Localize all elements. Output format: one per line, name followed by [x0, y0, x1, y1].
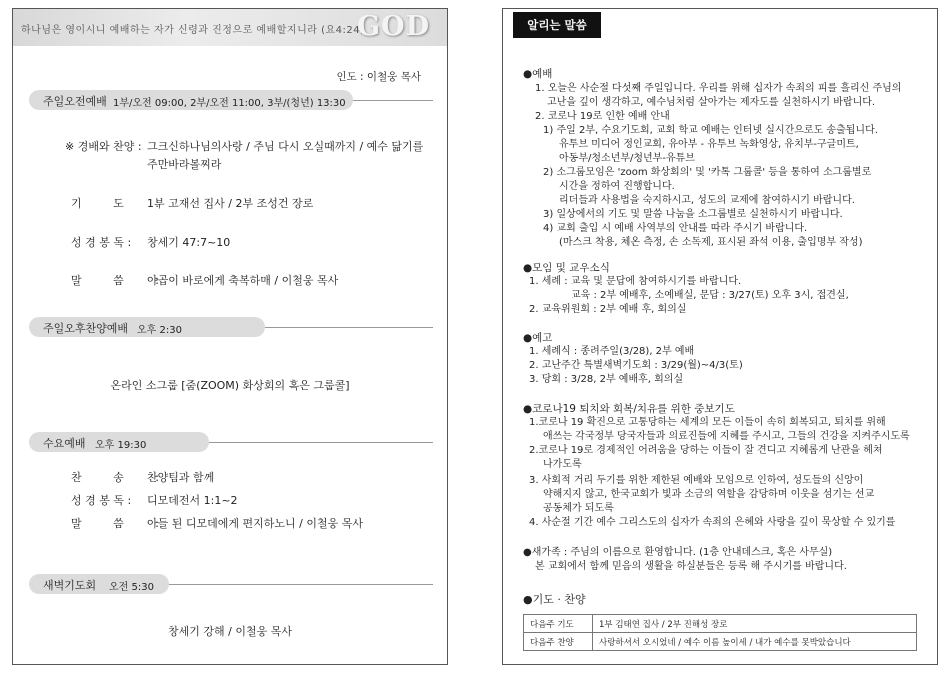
section-title: 수요예배: [43, 437, 86, 450]
notice-title: ●예고: [523, 332, 553, 344]
worship-leader: 인도 : 이철웅 목사: [336, 71, 421, 83]
row-value: 찬양팀과 함께: [147, 471, 215, 484]
row-label: 말 씀 :: [71, 274, 159, 287]
meeting-line: 1. 세례 : 교육 및 문답에 참여하시기를 바랍니다.: [529, 276, 742, 287]
meeting-line: 2. 교육위원회 : 2부 예배 후, 회의실: [529, 304, 687, 315]
prayer-line: 애쓰는 각국정부 당국자들과 의료진들에 지혜를 주시고, 그들의 건강을 지켜주시도록: [543, 431, 910, 442]
notice-line: 3. 당회 : 3/28, 2부 예배후, 회의실: [529, 374, 684, 385]
announcements-panel: [502, 8, 938, 665]
row-value: 야곱이 바로에게 축복하매 / 이철웅 목사: [147, 274, 339, 287]
section-time: 오후 2:30: [137, 325, 182, 336]
row-label: 찬 송 :: [71, 471, 159, 484]
worship-line: 1. 오늘은 사순절 다섯째 주일입니다. 우리를 위해 십자가 속죄의 피를 흘리신 주님의: [535, 83, 902, 94]
prayer-title: ●코로나19 퇴치와 회복/치유를 위한 중보기도: [523, 403, 735, 415]
table-key: 다음주 찬양: [524, 633, 593, 651]
worship-line: 고난을 깊이 생각하고, 예수님처럼 살아가는 제자도를 실천하시기 바랍니다.: [547, 97, 876, 108]
worship-line: 시간을 정하여 진행합니다.: [559, 181, 675, 192]
section-wednesday-worship: [13, 432, 447, 452]
prayer-line: 나가도록: [543, 459, 582, 470]
row-label: ※ 경배와 찬양 :: [65, 140, 142, 153]
table-value: 1부 김태연 집사 / 2부 진해성 장로: [593, 615, 917, 633]
section-title: 주일오전예배: [43, 95, 107, 108]
worship-order-panel: [12, 8, 448, 665]
notice-line: 2. 고난주간 특별새벽기도회 : 3/29(월)~4/3(토): [529, 360, 743, 371]
section-title: 새벽기도회: [43, 579, 97, 592]
announcements-header: 알리는 말씀: [513, 12, 601, 38]
prayer-line: 약해지지 않고, 한국교회가 빛과 소금의 역할을 감당하며 이웃을 섬기는 선교: [543, 489, 875, 500]
table-key: 다음주 기도: [524, 615, 593, 633]
worship-line: 1) 주일 2부, 수요기도회, 교회 학교 예배는 인터넷 실시간으로도 송출됩니다.: [543, 125, 878, 136]
table-row: [524, 615, 917, 633]
worship-line: 아동부/청소년부/청년부-유튜브: [559, 153, 695, 164]
worship-line: (마스크 착용, 체온 측정, 손 소독제, 표시된 좌석 이용, 출입명부 작성): [559, 237, 863, 248]
banner: [13, 9, 447, 46]
afternoon-info: 온라인 소그룹 [줌(ZOOM) 화상회의 혹은 그룹콜]: [110, 379, 350, 392]
prayer-line: 4. 사순절 기간 예수 그리스도의 십자가 속죄의 은혜와 사랑을 깊이 묵상할 수 있기를: [529, 517, 896, 528]
section-time: 1부/오전 09:00, 2부/오전 11:00, 3부/(청년) 13:30: [113, 98, 346, 109]
prayer-line: 3. 사회적 거리 두기를 위한 제한된 예배와 모임으로 인하여, 성도들의 신앙이: [529, 475, 864, 486]
row-label: 성 경 봉 독 :: [71, 236, 132, 249]
worship-line: 4) 교회 출입 시 예배 사역부의 안내를 따라 주시기 바랍니다.: [543, 223, 808, 234]
section-time: 오후 19:30: [95, 440, 147, 451]
worship-line: 2. 코로나 19로 인한 예배 안내: [535, 111, 670, 122]
prayer-line: 1.코로나 19 확진으로 고통당하는 세계의 모든 이들이 속히 회복되고, 퇴치를 위해: [529, 417, 886, 428]
row-value: 1부 고재선 집사 / 2부 조성건 장로: [147, 197, 314, 210]
row-value: 그크신하나님의사랑 / 주님 다시 오실때까지 / 예수 닮기를: [147, 140, 424, 153]
prayer-line: 2.코로나 19로 경제적인 어려움을 당하는 이들이 잘 견디고 지혜롭게 난관을 헤쳐: [529, 445, 883, 456]
row-value: 창세기 47:7~10: [147, 236, 231, 249]
dawn-info: 창세기 강해 / 이철웅 목사: [168, 625, 292, 638]
notice-line: 1. 세례식 : 종려주일(3/28), 2부 예배: [529, 346, 695, 357]
god-logo: GOD: [357, 11, 430, 42]
worship-line: 2) 소그룹모임은 'zoom 화상회의' 및 '카톡 그룹콜' 등을 통하여 소그룹별로: [543, 167, 872, 178]
newcomer-line: 본 교회에서 함께 믿음의 생활을 하실분들은 등록 해 주시기를 바랍니다.: [535, 561, 847, 572]
table-row: [524, 633, 917, 651]
section-title: 주일오후찬양예배: [43, 322, 129, 335]
banner-verse: 하나님은 영이시니 예배하는 자가 신령과 진정으로 예배할지니라 (요4:24): [21, 25, 365, 36]
section-dawn-prayer: [13, 574, 447, 594]
row-label: 기 도 :: [71, 197, 159, 210]
row-value: 아들 된 디모데에게 편지하노니 / 이철웅 목사: [147, 517, 363, 530]
worship-line: 유투브 미디어 정인교회, 유아부 - 유투브 녹화영상, 유치부-구글미트,: [559, 139, 859, 150]
praise-title: ●기도 · 찬양: [523, 593, 586, 606]
meeting-title: ●모임 및 교우소식: [523, 262, 610, 274]
row-label: 말 씀 :: [71, 517, 159, 530]
worship-title: ●예배: [523, 68, 553, 80]
newcomer-line: ●새가족 : 주님의 이름으로 환영합니다. (1층 안내데스크, 혹은 사무실): [523, 547, 833, 558]
worship-line: 리더들과 사용법을 숙지하시고, 성도의 교제에 참여하시기 바랍니다.: [559, 195, 855, 206]
prayer-line: 공동체가 되도록: [543, 503, 614, 514]
praise-table: [523, 614, 917, 651]
section-morning-worship: [13, 90, 447, 110]
worship-line: 3) 일상에서의 기도 및 말씀 나눔을 소그룹별로 실천하시기 바랍니다.: [543, 209, 843, 220]
section-time: 오전 5:30: [109, 582, 154, 593]
section-afternoon-worship: [13, 317, 447, 337]
row-value: 주만바라볼찌라: [147, 158, 222, 171]
table-value: 사랑하셔서 오시었네 / 예수 이름 높이세 / 내가 예수를 못박았습니다: [593, 633, 917, 651]
meeting-line: 교육 : 2부 예배후, 소예배실, 문답 : 3/27(토) 오후 3시, 접견실,: [571, 290, 849, 301]
row-label: 성 경 봉 독 :: [71, 494, 132, 507]
row-value: 디모데전서 1:1~2: [147, 494, 238, 507]
